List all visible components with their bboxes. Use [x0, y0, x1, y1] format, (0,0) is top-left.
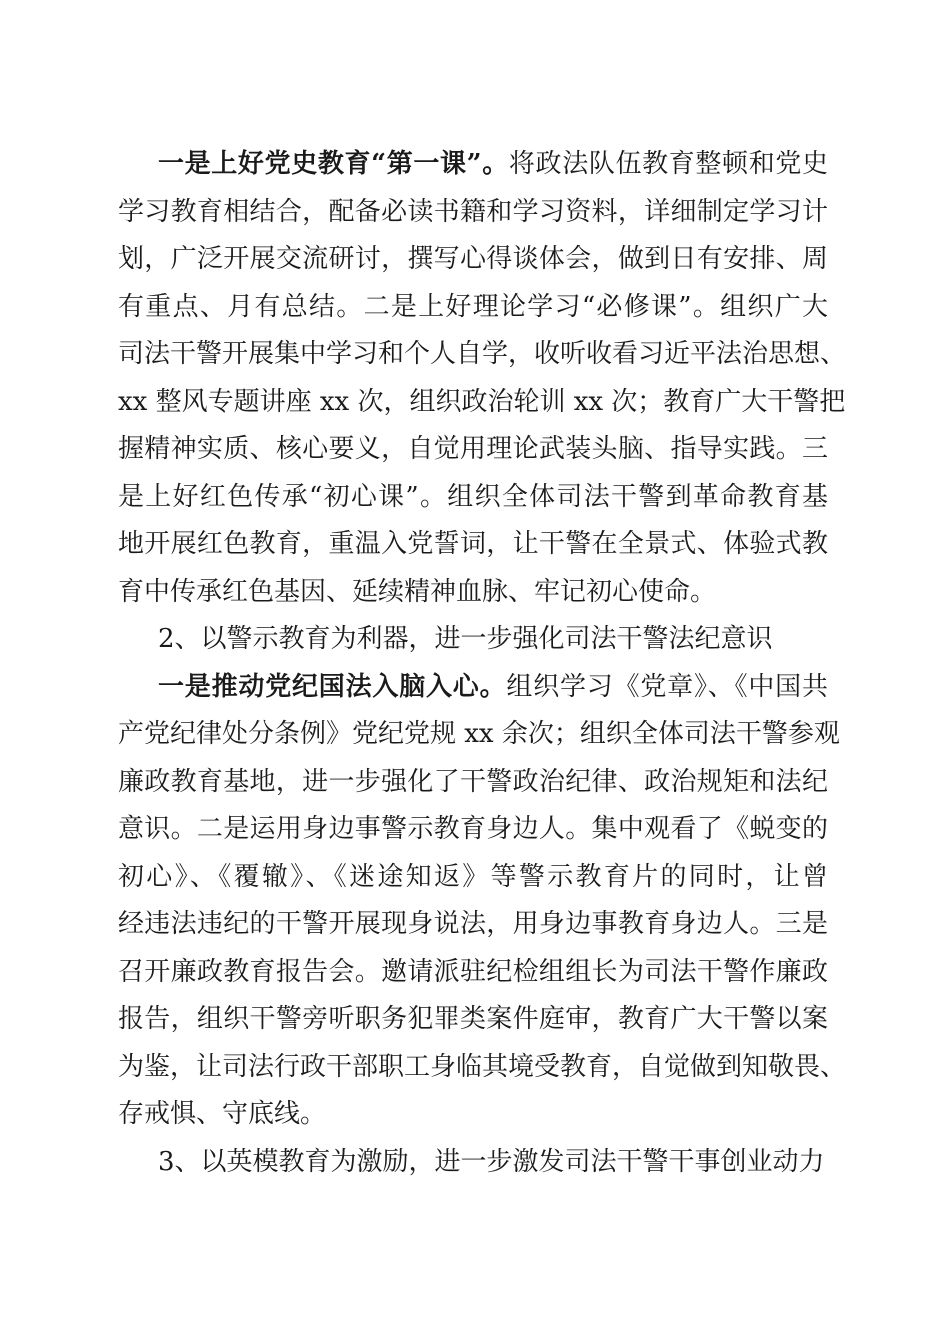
paragraph-line: 一是推动党纪国法入脑入心。组织学习《党章》、《中国共 [158, 671, 828, 702]
paragraph-line: 有重点、月有总结。二是上好理论学习“必修课”。组织广大 [118, 291, 828, 322]
paragraph-line: 召开廉政教育报告会。邀请派驻纪检组组长为司法干警作廉政 [118, 956, 828, 987]
section-heading-2: 2、以警示教育为利器，进一步强化司法干警法纪意识 [158, 624, 773, 654]
paragraph-line: 是上好红色传承“初心课”。组织全体司法干警到革命教育基 [118, 481, 828, 512]
paragraph-line: 司法干警开展集中学习和个人自学，收听收看习近平法治思想、 [118, 339, 847, 369]
paragraph-line: 产党纪律处分条例》党纪党规 xx 余次；组织全体司法干警参观 [118, 719, 840, 749]
document-body [118, 141, 847, 1186]
paragraph-line: xx 整风专题讲座 xx 次，组织政治轮训 xx 次；教育广大干警把 [118, 386, 846, 417]
paragraph-line: 为鉴，让司法行政干部职工身临其境受教育，自觉做到知敬畏、 [118, 1051, 847, 1082]
paragraph-party-history [118, 141, 847, 616]
paragraph-line: 学习教育相结合，配备必读书籍和学习资料，详细制定学习计 [118, 196, 828, 227]
paragraph-line: 划，广泛开展交流研讨，撰写心得谈体会，做到日有安排、周 [118, 244, 828, 274]
paragraph-line: 初心》、《覆辙》、《迷途知返》等警示教育片的同时，让曾 [118, 861, 828, 892]
paragraph-lead: 一是上好党史教育“第一课”。 [158, 149, 509, 179]
section-heading-3: 3、以英模教育为激励，进一步激发司法干警干事创业动力 [158, 1146, 825, 1177]
paragraph-line: 报告，组织干警旁听职务犯罪类案件庭审，教育广大干警以案 [118, 1004, 828, 1034]
paragraph-line: 握精神实质、核心要义，自觉用理论武装头脑、指导实践。三 [118, 434, 828, 464]
paragraph-line: 育中传承红色基因、延续精神血脉、牢记初心使命。 [118, 576, 717, 607]
paragraph-line: 地开展红色教育，重温入党誓词，让干警在全景式、体验式教 [118, 529, 828, 559]
paragraph-line: 经违法违纪的干警开展现身说法，用身边事教育身边人。三是 [118, 909, 828, 939]
paragraph-line: 廉政教育基地，进一步强化了干警政治纪律、政治规矩和法纪 [118, 766, 828, 797]
paragraph-line: 存戒惧、守底线。 [118, 1099, 327, 1129]
paragraph-lead: 一是推动党纪国法入脑入心。 [158, 671, 507, 702]
paragraph-warning-education [118, 664, 847, 1139]
paragraph-line: 意识。二是运用身边事警示教育身边人。集中观看了《蜕变的 [118, 814, 828, 844]
paragraph-line: 一是上好党史教育“第一课”。将政法队伍教育整顿和党史 [158, 149, 828, 179]
